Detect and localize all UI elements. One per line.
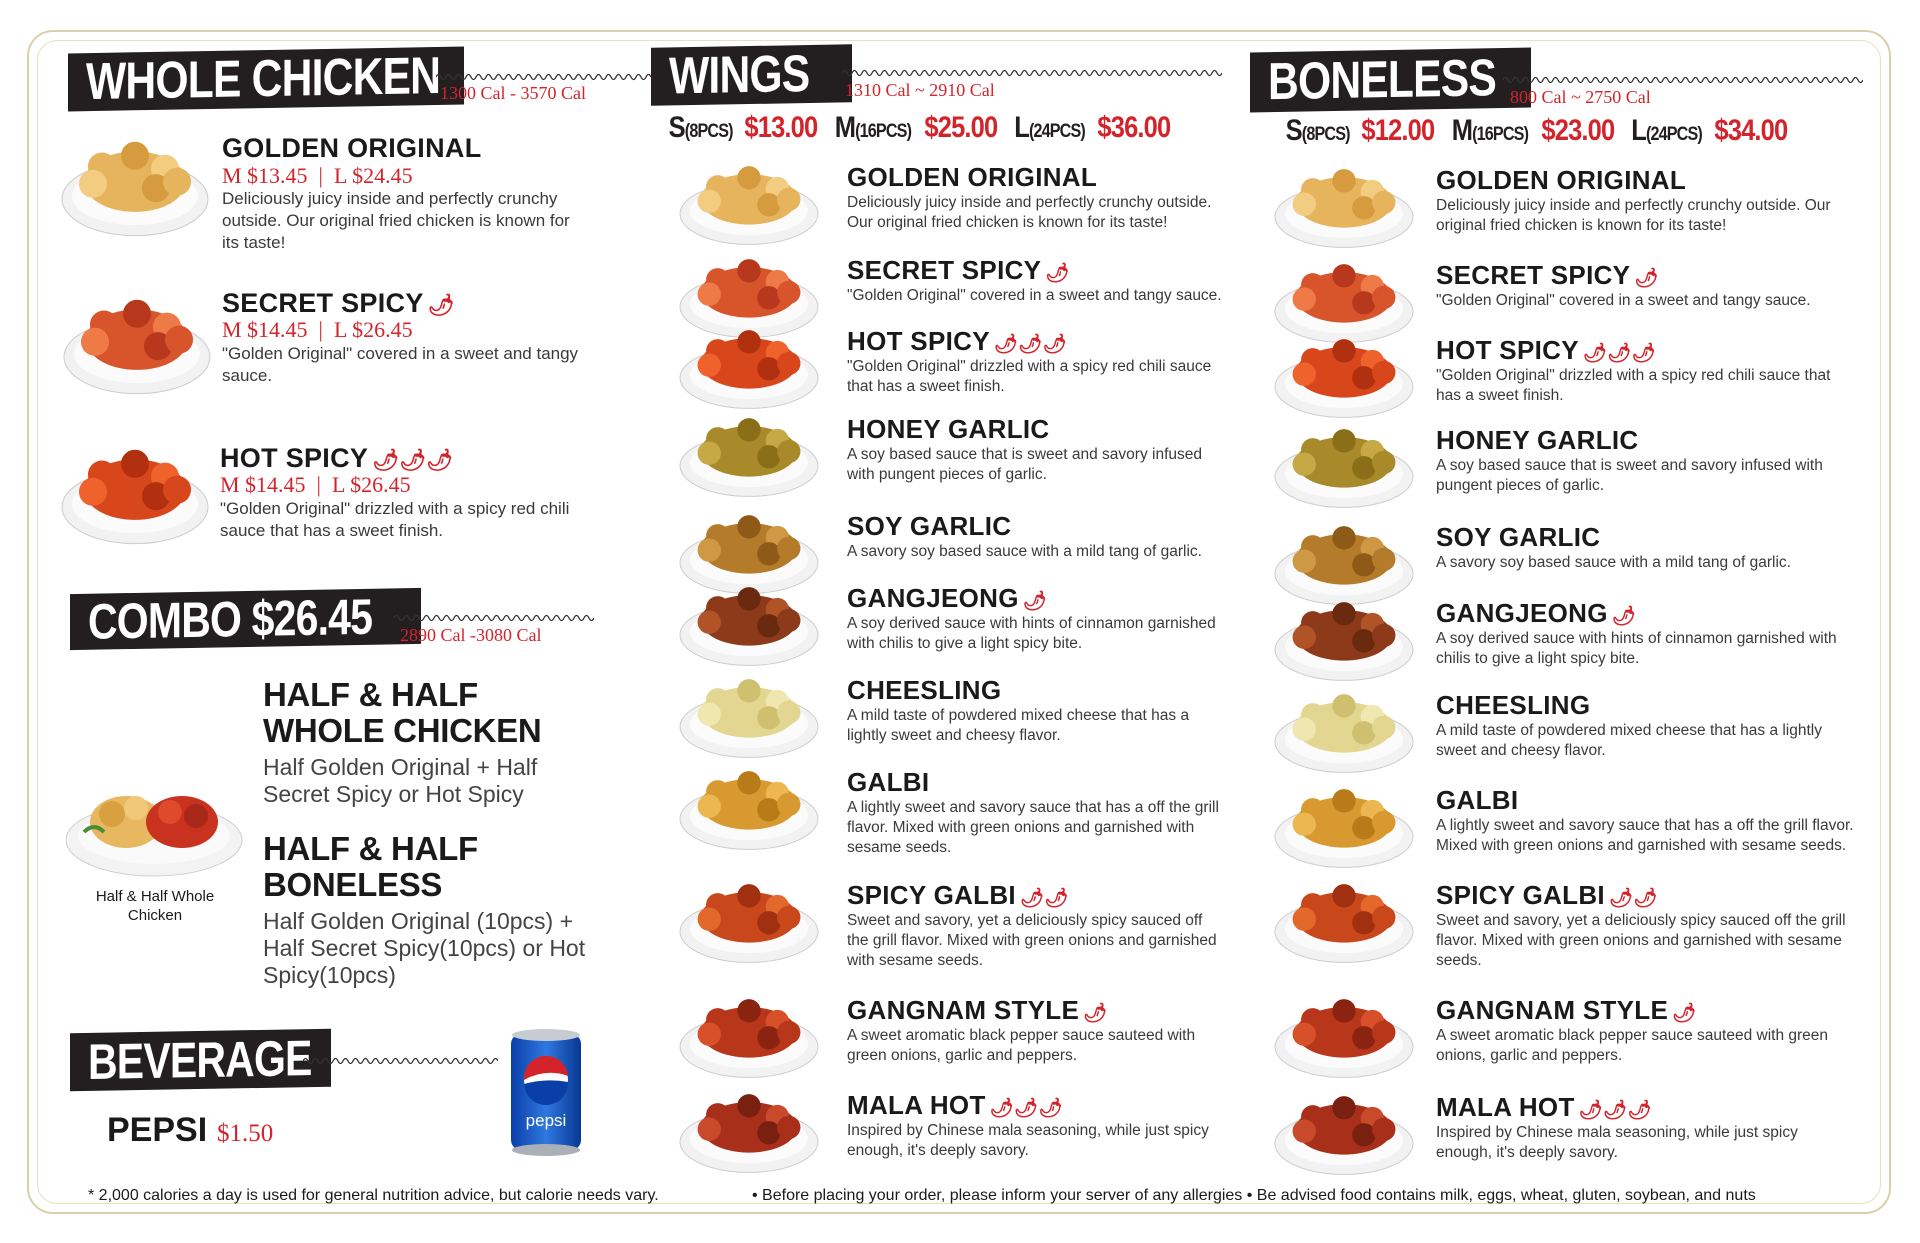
pepsi-can-image [505,1026,587,1158]
chicken-plate-image [678,671,820,761]
item-name [220,443,453,474]
item-description: Deliciously juicy inside and perfectly crunchy outside. Our original fried chicken is known for its taste! [222,189,570,253]
item-description: A soy based sauce that is sweet and savory infused with pungent pieces of garlic. [847,446,1202,484]
chicken-plate-image [678,322,820,412]
combo-banner [70,588,421,650]
beverage-banner [70,1029,331,1092]
item-name-text: GOLDEN ORIGINAL [222,133,482,163]
item-description: Inspired by Chinese mala seasoning, while just spicy enough, it's deeply savory. [847,1122,1209,1160]
chili-pepper-icon: 🌶 [1045,263,1070,284]
item-name [847,511,1011,542]
chili-pepper-icon: 🌶🌶🌶 [372,449,454,472]
item-name-text: SOY GARLIC [847,511,1012,541]
item-name-text: HONEY GARLIC [1436,425,1639,455]
item-description: A lightly sweet and savory sauce that has a off the grill flavor. Mixed with green onions and garnished with sesame seeds. [847,799,1219,857]
item-name [847,1090,1063,1121]
item-description: A savory soy based sauce with a mild tang of garlic. [847,543,1202,560]
chicken-plate-image [1273,594,1415,684]
chili-pepper-icon: 🌶🌶🌶 [1582,343,1657,364]
combo-option-whole-title: HALF & HALF WHOLE CHICKEN [263,676,542,749]
footer-calorie-note: * 2,000 calories a day is used for general nutrition advice, but calorie needs vary. [88,1187,659,1204]
item-description: "Golden Original" drizzled with a spicy red chili sauce that has a sweet finish. [220,499,570,541]
chicken-plate-image [678,763,820,853]
item-name-text: GANGJEONG [1436,598,1608,628]
item-price: M $13.45 | L $24.45 [222,163,413,188]
item-description: A soy derived sauce with hints of cinnamon garnished with chilis to give a light spicy bite. [847,615,1216,653]
item-name [847,583,1047,614]
boneless-calories: 800 Cal ~ 2750 Cal [1510,87,1651,107]
item-name [1436,598,1636,629]
item-name-text: SPICY GALBI [847,880,1016,910]
size-piece-count: (24PCS) [1028,121,1085,142]
item-description: Inspired by Chinese mala seasoning, while just spicy enough, it's deeply savory. [1436,1124,1798,1162]
boneless-size-prices [1280,114,1798,148]
size-letter: L [1013,111,1029,144]
size-letter: L [1630,114,1646,147]
item-description: "Golden Original" covered in a sweet and tangy sauce. [222,344,579,386]
item-description: A mild taste of powdered mixed cheese that has a lightly sweet and cheesy flavor. [847,707,1190,745]
size-label [1631,114,1702,148]
wings-column [650,0,1250,1180]
item-description: "Golden Original" drizzled with a spicy red chili sauce that has a sweet finish. [1436,367,1831,405]
item-name-text: HONEY GARLIC [847,414,1050,444]
item-description: Sweet and savory, yet a deliciously spicy sauced off the grill flavor. Mixed with green onions and garnished with sesame seeds. [1436,912,1846,970]
size-piece-count: (8PCS) [684,121,733,142]
item-description: A soy based sauce that is sweet and savory infused with pungent pieces of garlic. [1436,457,1823,495]
item-name-text: CHEESLING [1436,690,1591,720]
chili-pepper-icon: 🌶🌶🌶 [989,1098,1063,1119]
boneless-column [1240,0,1890,1180]
beverage-item-price: $1.50 [217,1120,274,1147]
item-description: A lightly sweet and savory sauce that has a off the grill flavor. Mixed with green onions and garnished with sesame seeds. [1436,817,1854,855]
combo-wavy-rule [394,613,594,623]
item-name-text: SOY GARLIC [1436,522,1601,552]
chili-pepper-icon: 🌶🌶 [1608,888,1658,909]
size-label [1286,114,1350,148]
chili-pepper-icon: 🌶 [1611,606,1637,627]
beverage-wavy-rule [303,1056,498,1066]
item-name-text: GOLDEN ORIGINAL [847,162,1098,192]
boneless-banner [1250,48,1531,113]
size-price: $34.00 [1714,114,1788,147]
item-name [847,255,1070,286]
size-label [1452,114,1528,148]
item-name-text: GANGNAM STYLE [1436,995,1669,1025]
chicken-plate-image [1273,161,1415,251]
combo-calories: 2890 Cal -3080 Cal [400,625,542,645]
chili-pepper-icon: 🌶 [1634,268,1659,289]
size-label [669,111,733,145]
chicken-plate-image [1273,876,1415,966]
item-description: A savory soy based sauce with a mild tang of garlic. [1436,554,1791,571]
boneless-wavy-rule [1503,75,1863,85]
item-name [847,414,1049,445]
item-name [222,288,455,319]
item-name [1436,165,1686,196]
left-column [60,0,650,1180]
item-name-text: HOT SPICY [1436,335,1579,365]
item-description: Sweet and savory, yet a deliciously spicy sauced off the grill flavor. Mixed with green onions and garnished with sesame seeds. [847,912,1217,970]
boneless-title: BONELESS [1268,49,1497,112]
item-description: A soy derived sauce with hints of cinnamon garnished with chilis to give a light spicy bite. [1436,630,1837,668]
whole-chicken-wavy-rule [436,72,651,82]
beverage-title: BEVERAGE [88,1030,312,1090]
whole-chicken-calories: 1300 Cal - 3570 Cal [440,83,586,103]
item-name-text: CHEESLING [847,675,1002,705]
whole-chicken-banner [68,47,464,112]
item-name [1436,690,1590,721]
size-letter: M [834,111,856,144]
size-price: $13.00 [744,111,818,144]
item-name [847,162,1097,193]
item-description: "Golden Original" covered in a sweet and tangy sauce. [1436,292,1811,309]
chicken-plate-image [1273,781,1415,871]
wings-title: WINGS [669,44,810,106]
item-name-text: GANGNAM STYLE [847,995,1080,1025]
chili-pepper-icon: 🌶 [1672,1003,1697,1024]
item-name-text: MALA HOT [1436,1092,1575,1122]
size-price: $12.00 [1361,114,1435,147]
combo-title: COMBO $26.45 [88,588,373,650]
item-name-text: GOLDEN ORIGINAL [1436,165,1687,195]
item-description: "Golden Original" drizzled with a spicy red chili sauce that has a sweet finish. [847,358,1212,396]
chicken-plate-image [1273,1088,1415,1178]
item-description: "Golden Original" covered in a sweet and tangy sauce. [847,287,1222,304]
chili-pepper-icon: 🌶 [1083,1003,1108,1024]
item-name [847,675,1001,706]
item-price: M $14.45 | L $26.45 [222,317,413,342]
chicken-plate-image [60,440,210,548]
chicken-plate-image [62,290,212,398]
chicken-plate-image [1273,686,1415,776]
chicken-plate-image [1273,421,1415,511]
item-name [1436,425,1638,456]
item-name [847,880,1069,911]
combo-option-whole-desc: Half Golden Original + Half Secret Spicy or Hot Spicy [263,754,538,808]
item-name-text: MALA HOT [847,1090,986,1120]
item-name [847,995,1108,1026]
chili-pepper-icon: 🌶🌶🌶 [993,334,1068,355]
item-name [847,767,929,798]
item-price: M $14.45 | L $26.45 [220,472,411,497]
size-label [1014,111,1085,145]
item-name-text: SECRET SPICY [1436,260,1631,290]
item-description: A sweet aromatic black pepper sauce sauteed with green onions, garlic and peppers. [1436,1027,1829,1065]
item-description: Deliciously juicy inside and perfectly crunchy outside. Our original fried chicken is known for its taste! [1436,197,1831,235]
size-piece-count: (16PCS) [1472,124,1529,145]
beverage-item-name: PEPSI [107,1111,208,1149]
wings-calories: 1310 Cal ~ 2910 Cal [845,80,995,100]
wings-size-prices [663,111,1181,145]
chili-pepper-icon: 🌶🌶 [1019,888,1069,909]
item-name [1436,522,1600,553]
item-name-text: HOT SPICY [220,443,369,473]
item-name [1436,335,1656,366]
item-name [1436,785,1518,816]
chicken-plate-image [1273,331,1415,421]
wings-wavy-rule [842,68,1222,78]
chicken-plate-image [678,410,820,500]
combo-image-caption: Half & Half Whole Chicken [95,888,215,924]
chili-pepper-icon: 🌶 [1022,591,1048,612]
chicken-plate-image [678,579,820,669]
chicken-plate-image [678,158,820,248]
chili-pepper-icon: 🌶🌶🌶 [1578,1100,1652,1121]
item-name-text: SECRET SPICY [847,255,1042,285]
chicken-plate-image [678,876,820,966]
item-name [1436,1092,1652,1123]
item-name [222,133,482,164]
item-name-text: SPICY GALBI [1436,880,1605,910]
pepsi-can-label: pepsi [525,1111,567,1130]
size-piece-count: (16PCS) [855,121,912,142]
item-name-text: HOT SPICY [847,326,990,356]
item-name-text: SECRET SPICY [222,288,424,318]
chicken-plate-image [678,1086,820,1176]
item-name-text: GANGJEONG [847,583,1019,613]
size-letter: S [1285,114,1302,147]
combo-option-boneless-desc: Half Golden Original (10pcs) + Half Secret Spicy(10pcs) or Hot Spicy(10pcs) [263,908,586,989]
chicken-plate-image [1273,991,1415,1081]
footer-allergy-note: • Before placing your order, please inform your server of any allergies • Be advised food contains milk, eggs, wheat, gluten, soybean, and nuts [752,1187,1756,1204]
item-description: Deliciously juicy inside and perfectly crunchy outside. Our original fried chicken is known for its taste! [847,194,1212,232]
item-description: A sweet aromatic black pepper sauce sauteed with green onions, garlic and peppers. [847,1027,1196,1065]
size-letter: S [668,111,685,144]
combo-chicken-plate-image [64,770,244,880]
size-price: $23.00 [1541,114,1615,147]
item-name [1436,880,1658,911]
whole-chicken-title: WHOLE CHICKEN [86,46,441,112]
size-letter: M [1451,114,1473,147]
chicken-plate-image [678,991,820,1081]
item-name [1436,260,1659,291]
chili-pepper-icon: 🌶 [427,294,455,317]
wings-banner [651,44,852,106]
item-name-text: GALBI [847,767,930,797]
combo-option-boneless-title: HALF & HALF BONELESS [263,830,478,903]
size-piece-count: (8PCS) [1301,124,1350,145]
size-price: $25.00 [924,111,998,144]
item-name-text: GALBI [1436,785,1519,815]
item-name [1436,995,1697,1026]
size-label [835,111,911,145]
item-name [847,326,1067,357]
size-price: $36.00 [1097,111,1171,144]
chicken-plate-image [60,132,210,240]
item-description: A mild taste of powdered mixed cheese that has a lightly sweet and cheesy flavor. [1436,722,1822,760]
size-piece-count: (24PCS) [1645,124,1702,145]
